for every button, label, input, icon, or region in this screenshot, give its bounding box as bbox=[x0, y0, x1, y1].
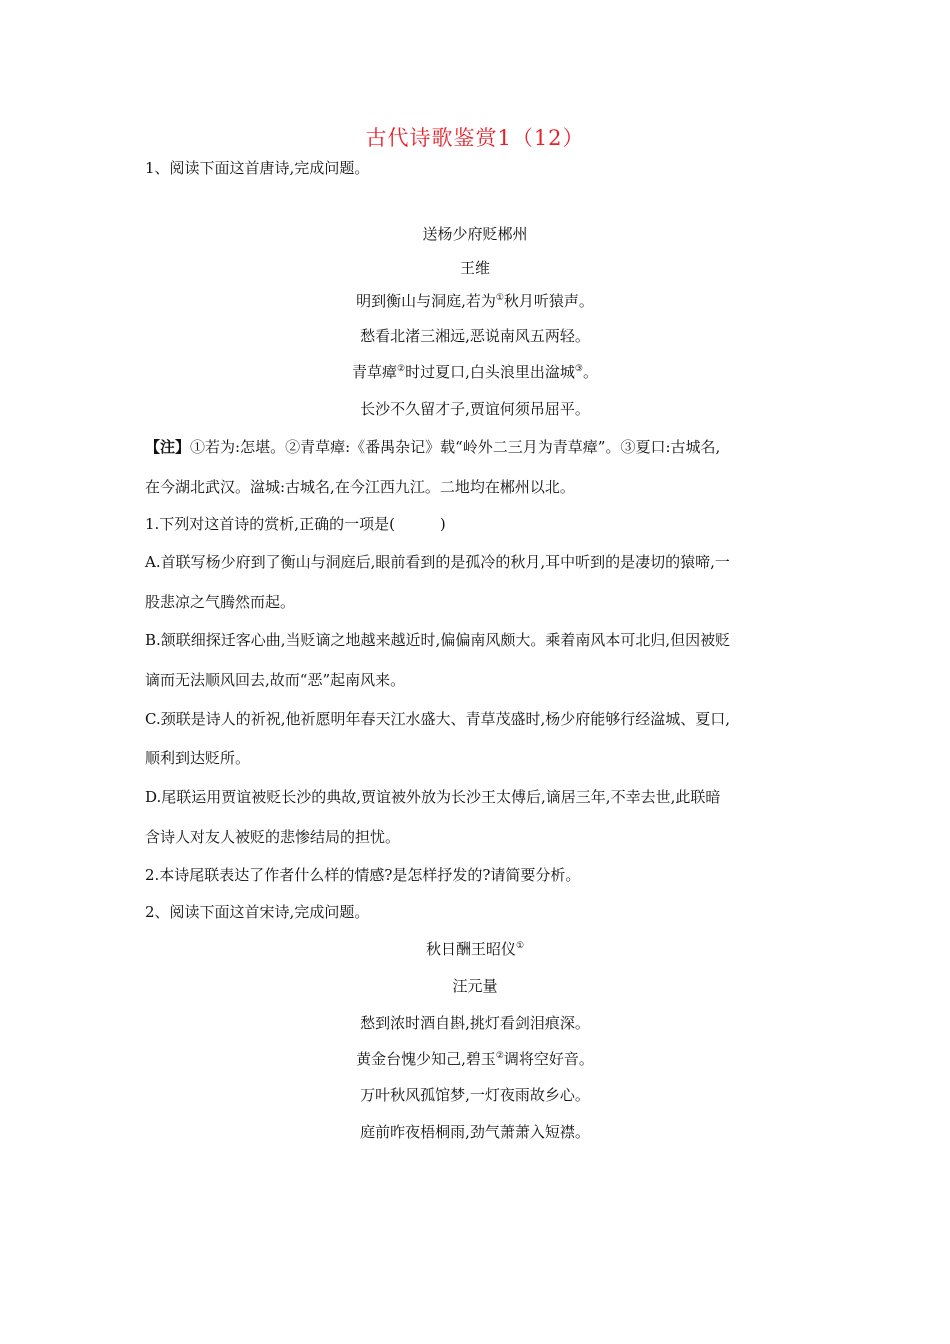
footnote-marker: ② bbox=[397, 364, 406, 374]
question-1-intro: 1、阅读下面这首唐诗,完成问题。 bbox=[145, 159, 370, 177]
poem-1-title: 送杨少府贬郴州 bbox=[422, 225, 528, 243]
option-d-line-1: D.尾联运用贾谊被贬长沙的典故,贾谊被外放为长沙王太傅后,谪居三年,不幸去世,此联暗 bbox=[145, 788, 721, 806]
poem-2-line-4: 庭前昨夜梧桐雨,劲气萧萧入短襟。 bbox=[360, 1123, 590, 1141]
option-c-line-1: C.颈联是诗人的祈祝,他祈愿明年春天江水盛大、青草茂盛时,杨少府能够行经湓城、夏口, bbox=[145, 710, 731, 728]
poem-1-line-1: 明到衡山与洞庭,若为①秋月听猿声。 bbox=[356, 292, 594, 310]
option-b-line-2: 谪而无法顺风回去,故而“恶”起南风来。 bbox=[145, 671, 406, 689]
poem-2-line-3: 万叶秋风孤馆梦,一灯夜雨故乡心。 bbox=[360, 1086, 590, 1104]
option-a-line-2: 股悲凉之气腾然而起。 bbox=[145, 593, 296, 611]
poem-1-notes-line-1: 【注】①若为:怎堪。②青草瘴:《番禺杂记》载“岭外二三月为青草瘴”。③夏口:古城名, bbox=[145, 438, 721, 456]
note-tag: 【注】 bbox=[145, 438, 191, 456]
option-c-line-2: 顺利到达贬所。 bbox=[145, 749, 251, 767]
document-title: 古代诗歌鉴赏1（12） bbox=[365, 126, 585, 150]
footnote-marker: ① bbox=[495, 293, 504, 303]
option-a-line-1: A.首联写杨少府到了衡山与洞庭后,眼前看到的是孤冷的秋月,耳中听到的是凄切的猿啼,一 bbox=[145, 553, 730, 571]
footnote-marker: ③ bbox=[574, 364, 583, 374]
question-2-intro: 2、阅读下面这首宋诗,完成问题。 bbox=[145, 903, 370, 921]
sub-question-2: 2.本诗尾联表达了作者什么样的情感?是怎样抒发的?请简要分析。 bbox=[145, 866, 581, 884]
poem-2-author: 汪元量 bbox=[452, 977, 498, 995]
poem-2-line-2: 黄金台愧少知己,碧玉②调将空好音。 bbox=[356, 1050, 594, 1068]
poem-2-title: 秋日酬王昭仪① bbox=[425, 940, 525, 958]
poem-1-line-2: 愁看北渚三湘远,恶说南风五两轻。 bbox=[360, 327, 590, 345]
poem-1-line-3: 青草瘴②时过夏口,白头浪里出湓城③。 bbox=[352, 363, 598, 381]
poem-2-line-1: 愁到浓时酒自斟,挑灯看剑泪痕深。 bbox=[360, 1014, 590, 1032]
option-b-line-1: B.颔联细探迁客心曲,当贬谪之地越来越近时,偏偏南风颇大。乘着南风本可北归,但因被贬 bbox=[145, 631, 731, 649]
poem-1-author: 王维 bbox=[459, 259, 490, 277]
sub-question-1: 1.下列对这首诗的赏析,正确的一项是( ) bbox=[145, 515, 446, 533]
option-d-line-2: 含诗人对友人被贬的悲惨结局的担忧。 bbox=[145, 828, 401, 846]
poem-1-notes-line-2: 在今湖北武汉。湓城:古城名,在今江西九江。二地均在郴州以北。 bbox=[145, 478, 575, 496]
footnote-marker: ② bbox=[495, 1051, 504, 1061]
poem-1-line-4: 长沙不久留才子,贾谊何须吊屈平。 bbox=[360, 400, 590, 418]
footnote-marker: ① bbox=[515, 941, 525, 951]
